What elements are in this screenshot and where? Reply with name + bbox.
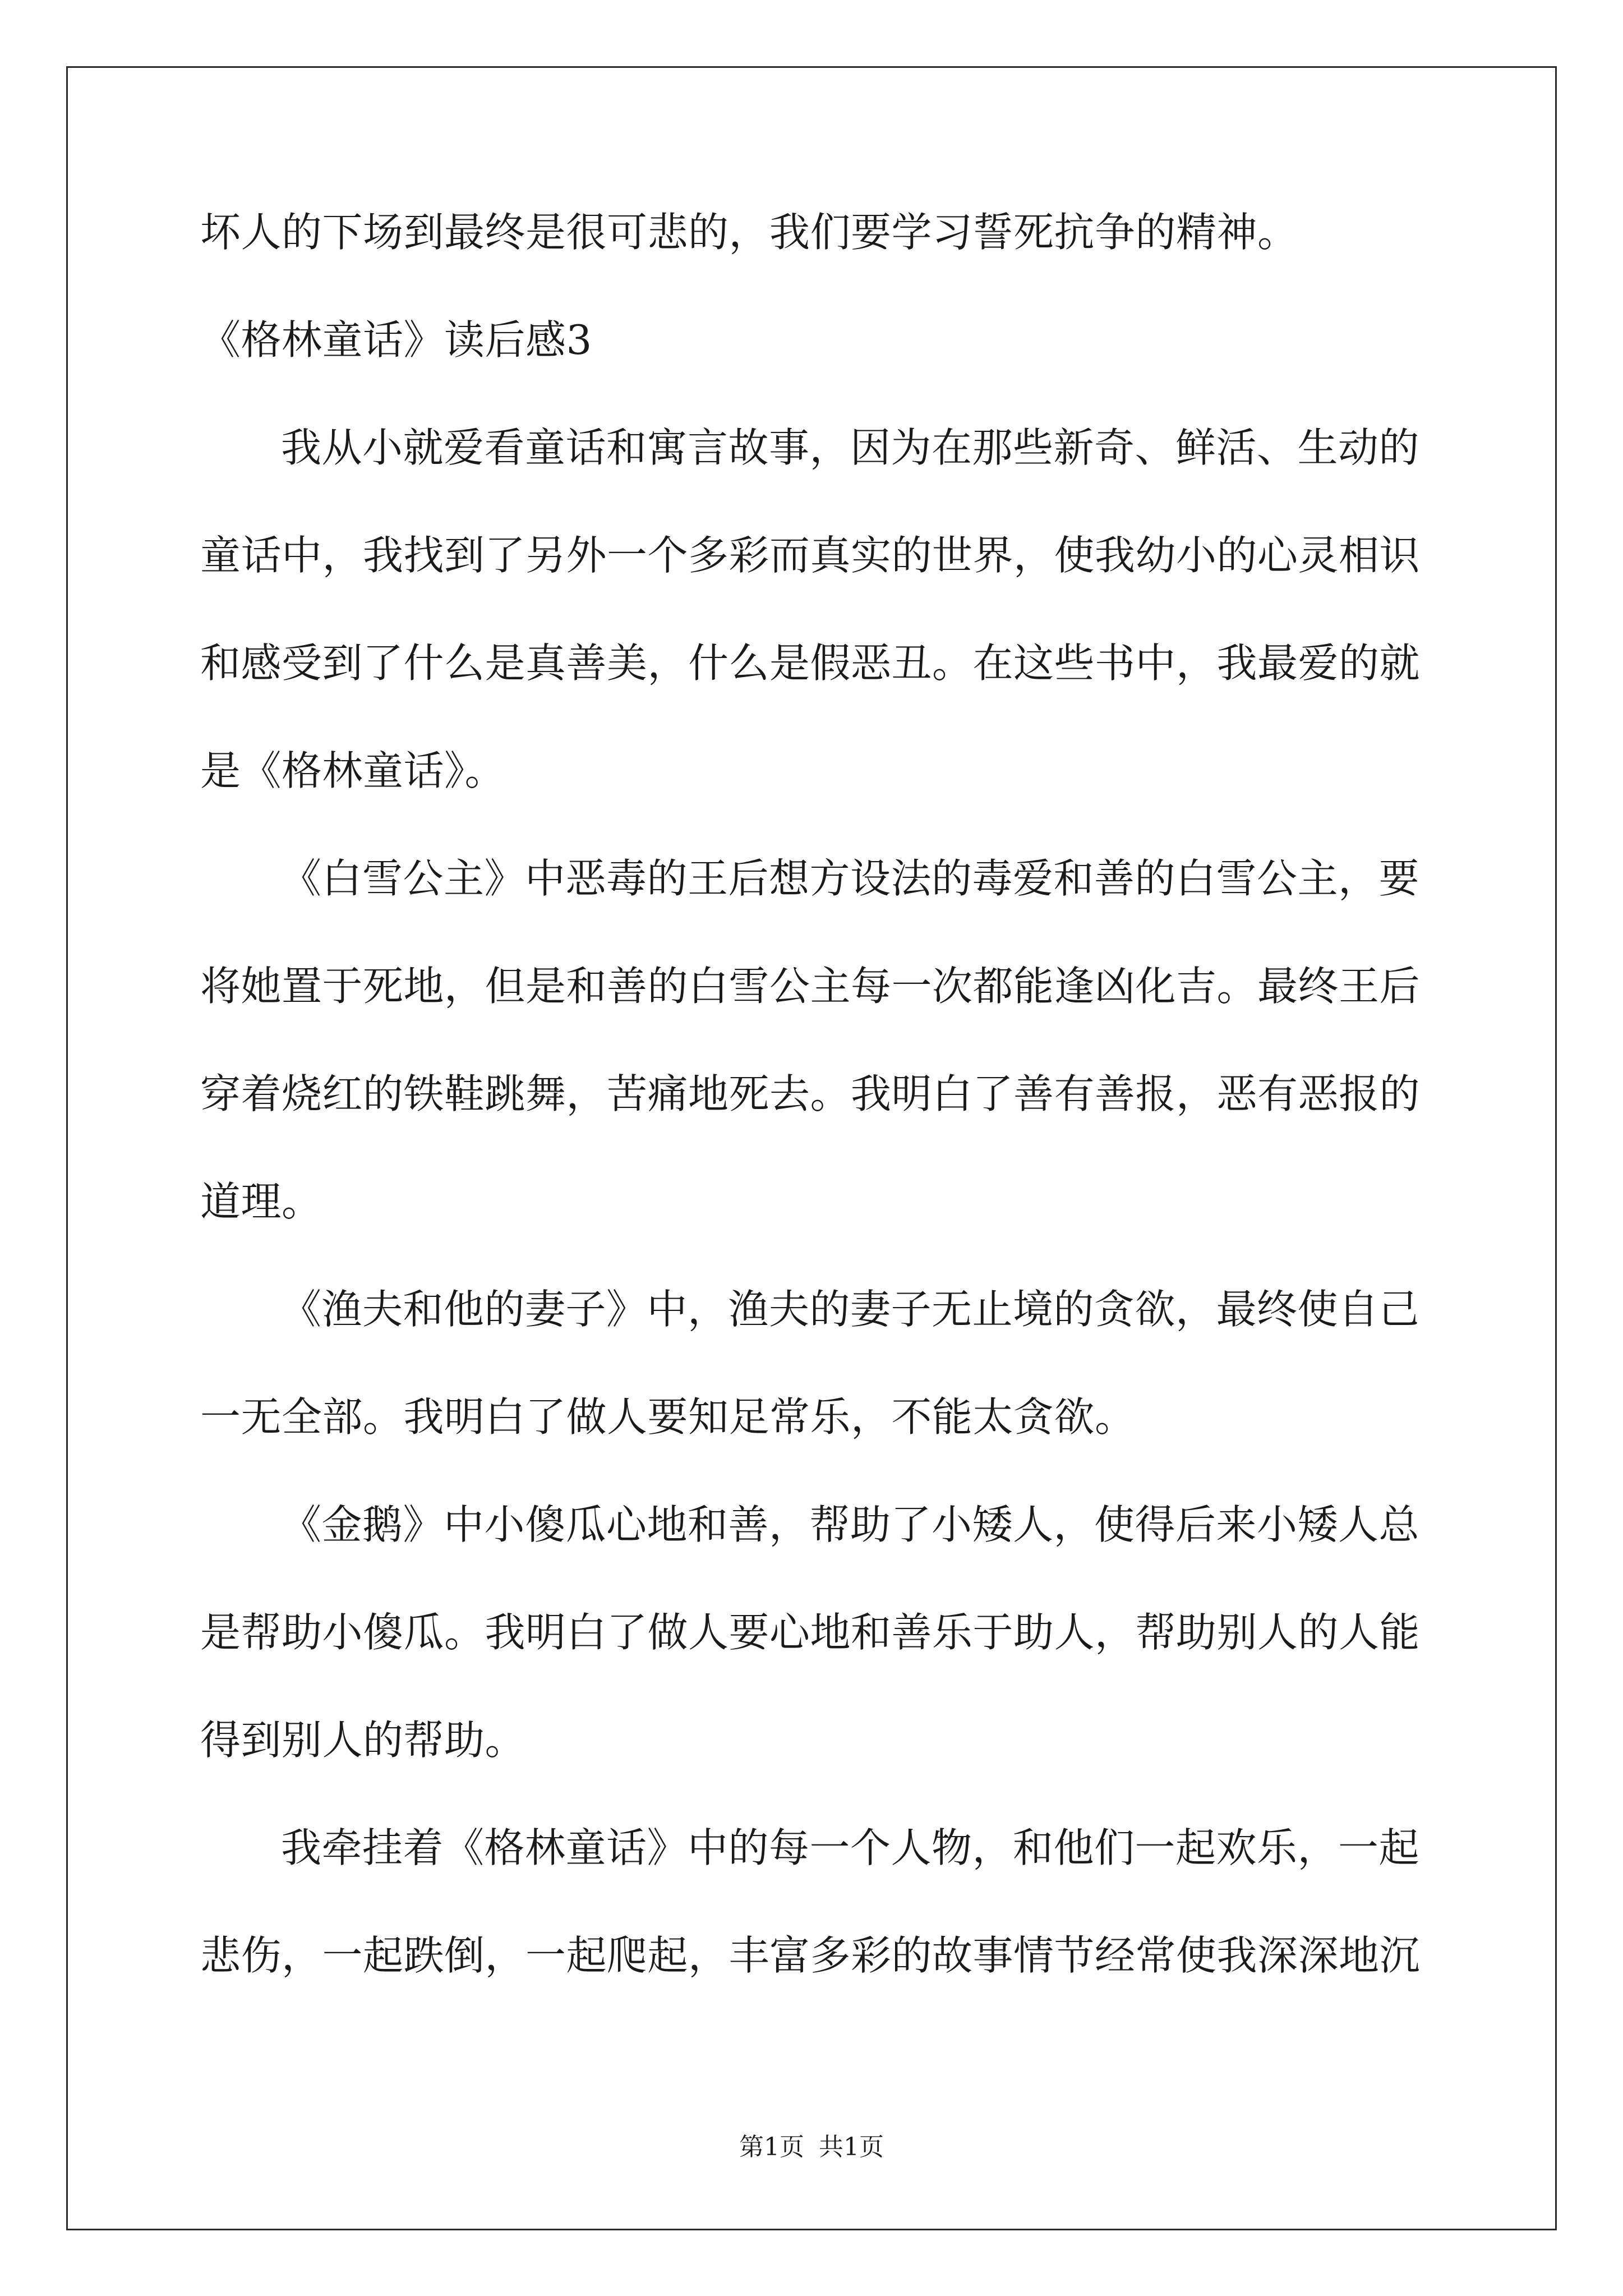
paragraph-line: 我牵挂着《格林童话》中的每一个人物，和他们一起欢乐，一起: [281, 1824, 1420, 1871]
paragraph-line: 《白雪公主》中恶毒的王后想方设法的毒爱和善的白雪公主，要: [281, 855, 1420, 902]
page-footer: [0, 2135, 1623, 2160]
paragraph-line: 道理。: [200, 1178, 322, 1225]
paragraph-line: 和感受到了什么是真善美，什么是假恶丑。在这些书中，我最爱的就: [200, 639, 1421, 687]
paragraph-line: 坏人的下场到最终是很可悲的，我们要学习誓死抗争的精神。: [200, 209, 1298, 256]
document-body: [200, 209, 1428, 1979]
page-total: 共1页: [819, 2133, 884, 2161]
paragraph-line: 将她置于死地，但是和善的白雪公主每一次都能逢凶化吉。最终王后: [200, 963, 1421, 1010]
paragraph-line: 是帮助小傻瓜。我明白了做人要心地和善乐于助人，帮助别人的人能: [200, 1609, 1421, 1656]
paragraph-line: 《金鹅》中小傻瓜心地和善，帮助了小矮人，使得后来小矮人总: [281, 1501, 1420, 1548]
paragraph-line: 是《格林童话》。: [200, 747, 506, 794]
page-number: 第1页: [739, 2133, 804, 2161]
paragraph-line: 一无全部。我明白了做人要知足常乐，不能太贪欲。: [200, 1393, 1136, 1441]
paragraph-line: 我从小就爱看童话和寓言故事，因为在那些新奇、鲜活、生动的: [281, 424, 1420, 471]
paragraph-line: 《渔夫和他的妻子》中，渔夫的妻子无止境的贪欲，最终使自己: [281, 1286, 1420, 1333]
paragraph-line: 童话中，我找到了另外一个多彩而真实的世界，使我幼小的心灵相识: [200, 532, 1421, 579]
paragraph-line: 得到别人的帮助。: [200, 1717, 526, 1764]
paragraph-line: 穿着烧红的铁鞋跳舞，苦痛地死去。我明白了善有善报，恶有恶报的: [200, 1070, 1421, 1117]
section-heading: 《格林童话》读后感3: [200, 316, 592, 364]
paragraph-line: 悲伤，一起跌倒，一起爬起，丰富多彩的故事情节经常使我深深地沉: [200, 1932, 1421, 1979]
